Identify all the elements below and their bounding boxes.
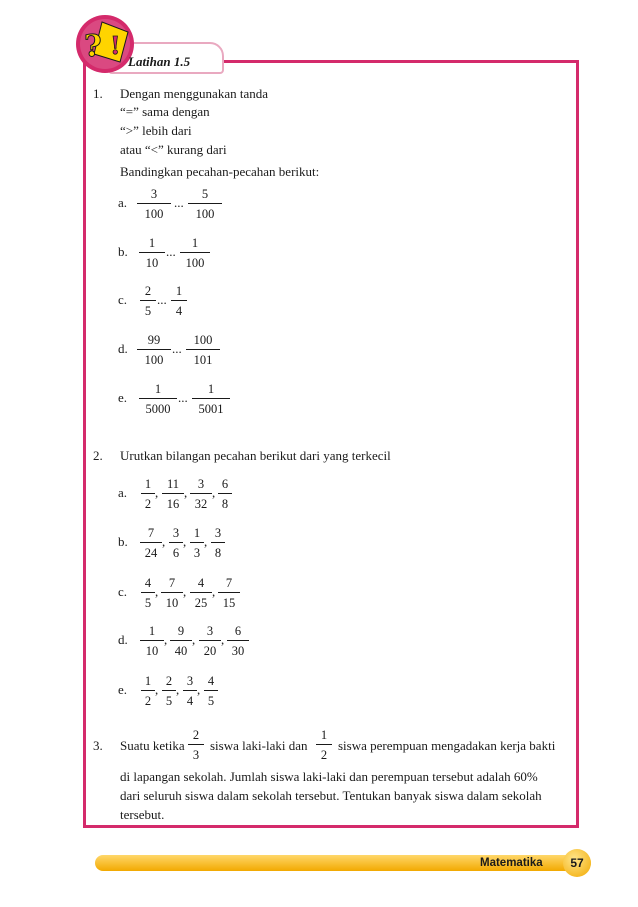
fraction: 100 101 <box>186 333 220 367</box>
separator: , <box>155 485 159 500</box>
separator: , <box>221 632 225 647</box>
q1e-label: e. <box>118 390 128 405</box>
q2e-label: e. <box>118 682 128 697</box>
q2-text: Urutkan bilangan pecahan berikut dari yang terkecil <box>120 448 391 463</box>
q2a-label: a. <box>118 485 128 500</box>
comparison-placeholder: ... <box>166 244 176 259</box>
fraction: 1 10 <box>140 624 164 658</box>
separator: , <box>204 534 208 549</box>
fraction: 5 100 <box>188 187 222 221</box>
separator: , <box>212 485 216 500</box>
q1d-label: d. <box>118 341 128 356</box>
fraction: 3 20 <box>199 624 221 658</box>
fraction: 4 5 <box>204 674 218 708</box>
fraction: 7 24 <box>140 526 162 560</box>
comparison-placeholder: ... <box>172 341 182 356</box>
page-number: 57 <box>570 856 584 870</box>
q1-line-3: “>” lebih dari <box>120 123 192 138</box>
fraction: 1 4 <box>171 284 187 318</box>
fraction: 1 3 <box>190 526 204 560</box>
separator: , <box>162 534 166 549</box>
separator: , <box>155 682 159 697</box>
fraction: 1 2 <box>141 477 155 511</box>
q2d-label: d. <box>118 632 128 647</box>
separator: , <box>183 534 187 549</box>
q2c-label: c. <box>118 584 128 599</box>
separator: , <box>212 584 216 599</box>
q3-number: 3. <box>93 738 103 753</box>
q1-line-4: atau “<” kurang dari <box>120 142 227 157</box>
q3-part-1: Suatu ketika <box>120 738 185 753</box>
separator: , <box>184 485 188 500</box>
separator: , <box>176 682 180 697</box>
separator: , <box>155 584 159 599</box>
fraction: 99 100 <box>137 333 171 367</box>
q3-line-1: di lapangan sekolah. Jumlah siswa laki-laki dan perempuan tersebut adalah 60% <box>120 769 538 784</box>
fraction: 3 8 <box>211 526 225 560</box>
fraction: 6 30 <box>227 624 249 658</box>
fraction: 6 8 <box>218 477 232 511</box>
fraction: 7 10 <box>161 576 183 610</box>
fraction: 7 15 <box>218 576 240 610</box>
q1c-label: c. <box>118 292 128 307</box>
separator: , <box>192 632 196 647</box>
q3-line-3: tersebut. <box>120 807 165 822</box>
q1-line-5: Bandingkan pecahan-pecahan berikut: <box>120 164 320 179</box>
page-title: Latihan 1.5 <box>128 54 191 69</box>
fraction: 2 5 <box>140 284 156 318</box>
fraction: 1 2 <box>141 674 155 708</box>
fraction: 3 6 <box>169 526 183 560</box>
fraction: 11 16 <box>162 477 184 511</box>
separator: , <box>183 584 187 599</box>
fraction: 3 4 <box>183 674 197 708</box>
q1b-label: b. <box>118 244 128 259</box>
fraction: 4 5 <box>141 576 155 610</box>
q1-number: 1. <box>93 86 103 101</box>
q3-part-2: siswa laki-laki dan <box>210 738 308 753</box>
separator: , <box>164 632 168 647</box>
q1a-label: a. <box>118 195 128 210</box>
q3-part-3: siswa perempuan mengadakan kerja bakti <box>338 738 556 753</box>
fraction: 2 5 <box>162 674 176 708</box>
separator: , <box>197 682 201 697</box>
svg-text:!: ! <box>110 31 121 60</box>
svg-text:?: ? <box>84 29 102 64</box>
fraction: 4 25 <box>190 576 212 610</box>
q2b-label: b. <box>118 534 128 549</box>
comparison-placeholder: ... <box>178 390 188 405</box>
q3-line-2: dari seluruh siswa dalam sekolah tersebut. Tentukan banyak siswa dalam sekolah <box>120 788 542 803</box>
fraction: 1 5001 <box>192 382 230 416</box>
footer-subject: Matematika <box>480 857 543 869</box>
fraction: 2 3 <box>188 728 204 762</box>
fraction: 3 32 <box>190 477 212 511</box>
fraction: 9 40 <box>170 624 192 658</box>
comparison-placeholder: ... <box>174 195 184 210</box>
fraction: 1 5000 <box>139 382 177 416</box>
fraction: 3 100 <box>137 187 171 221</box>
fraction: 1 10 <box>139 236 165 270</box>
comparison-placeholder: ... <box>157 292 167 307</box>
fraction: 1 2 <box>316 728 332 762</box>
fraction: 1 100 <box>180 236 210 270</box>
q1-line-1: Dengan menggunakan tanda <box>120 86 269 101</box>
q1-line-2: “=” sama dengan <box>120 104 210 119</box>
q2-number: 2. <box>93 448 103 463</box>
